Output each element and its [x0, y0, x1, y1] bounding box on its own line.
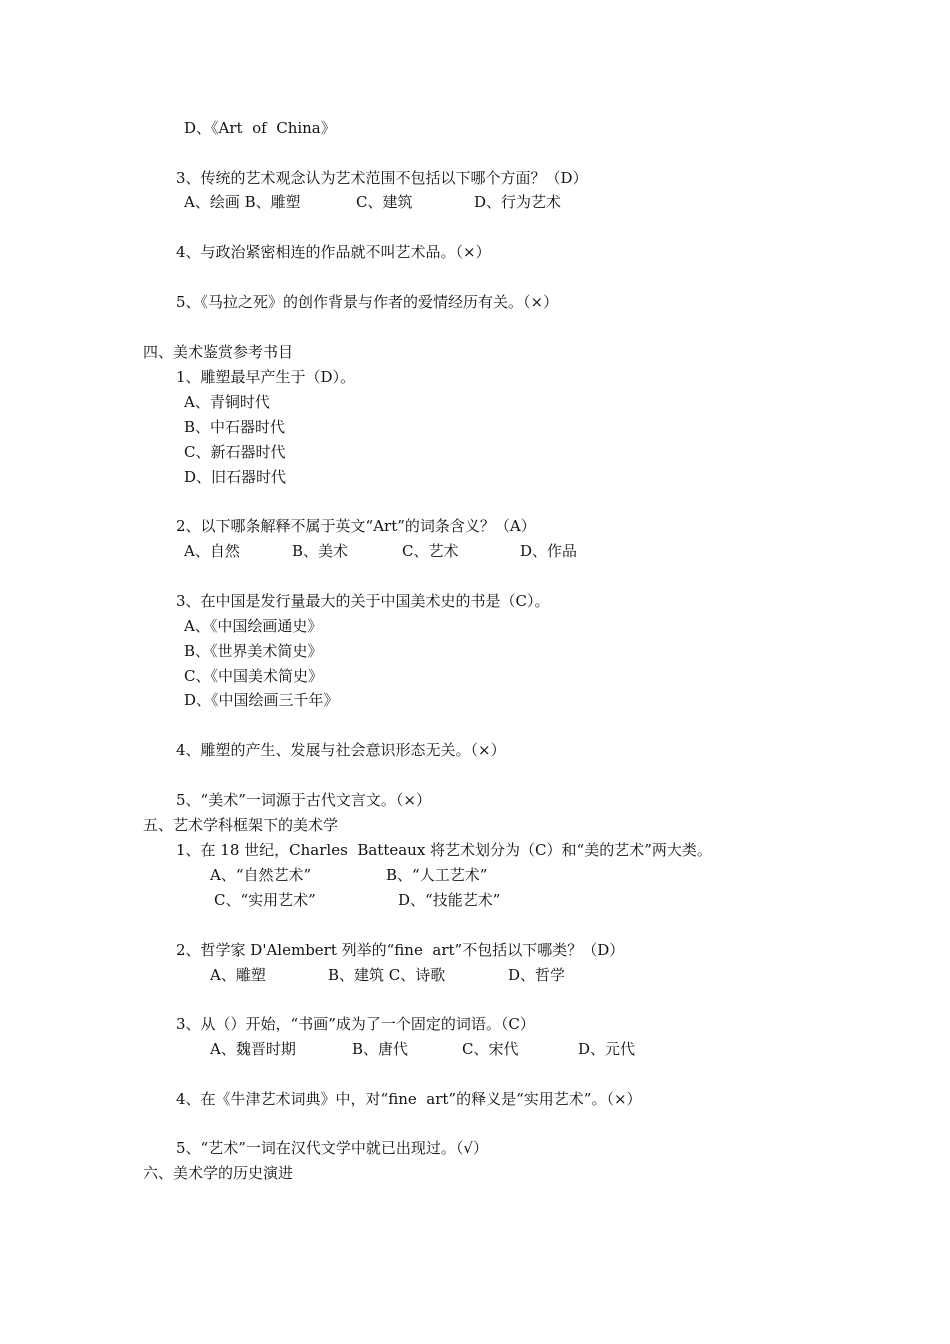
option: D、作品	[520, 542, 578, 560]
section-heading: 四、美术鉴赏参考书目	[143, 343, 294, 361]
option-line: A、青铜时代	[184, 393, 270, 411]
option: A、雕塑	[210, 966, 266, 984]
option: C、宋代	[462, 1040, 519, 1058]
option-line: D、旧石器时代	[184, 468, 287, 486]
question-line: 5、“美术”一词源于古代文言文。（×）	[176, 791, 431, 809]
option-line: B、《世界美术简史》	[184, 642, 323, 660]
option-row	[210, 1039, 710, 1059]
option-line: D、《Art of China》	[184, 119, 336, 137]
option-line: B、中石器时代	[184, 418, 286, 436]
option-line: C、《中国美术简史》	[184, 667, 323, 685]
option: C、建筑	[356, 193, 413, 211]
section-heading: 五、艺术学科框架下的美术学	[143, 816, 339, 834]
option: A、魏晋时期	[210, 1040, 296, 1058]
question-line: 5、“艺术”一词在汉代文学中就已出现过。（√）	[176, 1139, 488, 1157]
option: D、元代	[578, 1040, 636, 1058]
question-line: 4、雕塑的产生、发展与社会意识形态无关。（×）	[176, 741, 506, 759]
question-line: 1、在 18 世纪，Charles Batteaux 将艺术划分为（C）和“美的艺术”两大类。	[176, 841, 712, 859]
option: A、绘画 B、雕塑	[184, 193, 301, 211]
option: D、行为艺术	[474, 193, 562, 211]
option-line: C、新石器时代	[184, 443, 286, 461]
section-heading: 六、美术学的历史演进	[143, 1164, 294, 1182]
option-row	[214, 890, 714, 910]
option-line: D、《中国绘画三千年》	[184, 691, 339, 709]
option: D、“技能艺术”	[398, 891, 501, 909]
option-line: A、《中国绘画通史》	[184, 617, 323, 635]
question-line: 2、哲学家 D'Alembert 列举的“fine art”不包括以下哪类？（D）	[176, 941, 625, 959]
question-line: 4、在《牛津艺术词典》中，对“fine art”的释义是“实用艺术”。（×）	[176, 1090, 642, 1108]
question-line: 3、在中国是发行量最大的关于中国美术史的书是（C）。	[176, 592, 550, 610]
option: B、建筑 C、诗歌	[328, 966, 446, 984]
option: C、“实用艺术”	[214, 891, 316, 909]
question-line: 4、与政治紧密相连的作品就不叫艺术品。（×）	[176, 243, 491, 261]
option: C、艺术	[402, 542, 459, 560]
question-line: 2、以下哪条解释不属于英文“Art”的词条含义？（A）	[176, 517, 536, 535]
option-row	[184, 192, 684, 212]
option-row	[210, 865, 710, 885]
option-row	[210, 965, 710, 985]
option: B、“人工艺术”	[386, 866, 488, 884]
question-line: 3、从（）开始，“书画”成为了一个固定的词语。（C）	[176, 1015, 535, 1033]
question-line: 5、《马拉之死》的创作背景与作者的爱情经历有关。（×）	[176, 293, 559, 311]
question-line: 3、传统的艺术观念认为艺术范围不包括以下哪个方面？（D）	[176, 169, 588, 187]
option-row	[184, 541, 684, 561]
option: A、自然	[184, 542, 240, 560]
question-line: 1、雕塑最早产生于（D）。	[176, 368, 356, 386]
option: A、“自然艺术”	[210, 866, 312, 884]
option: B、美术	[292, 542, 349, 560]
option: B、唐代	[352, 1040, 409, 1058]
option: D、哲学	[508, 966, 566, 984]
